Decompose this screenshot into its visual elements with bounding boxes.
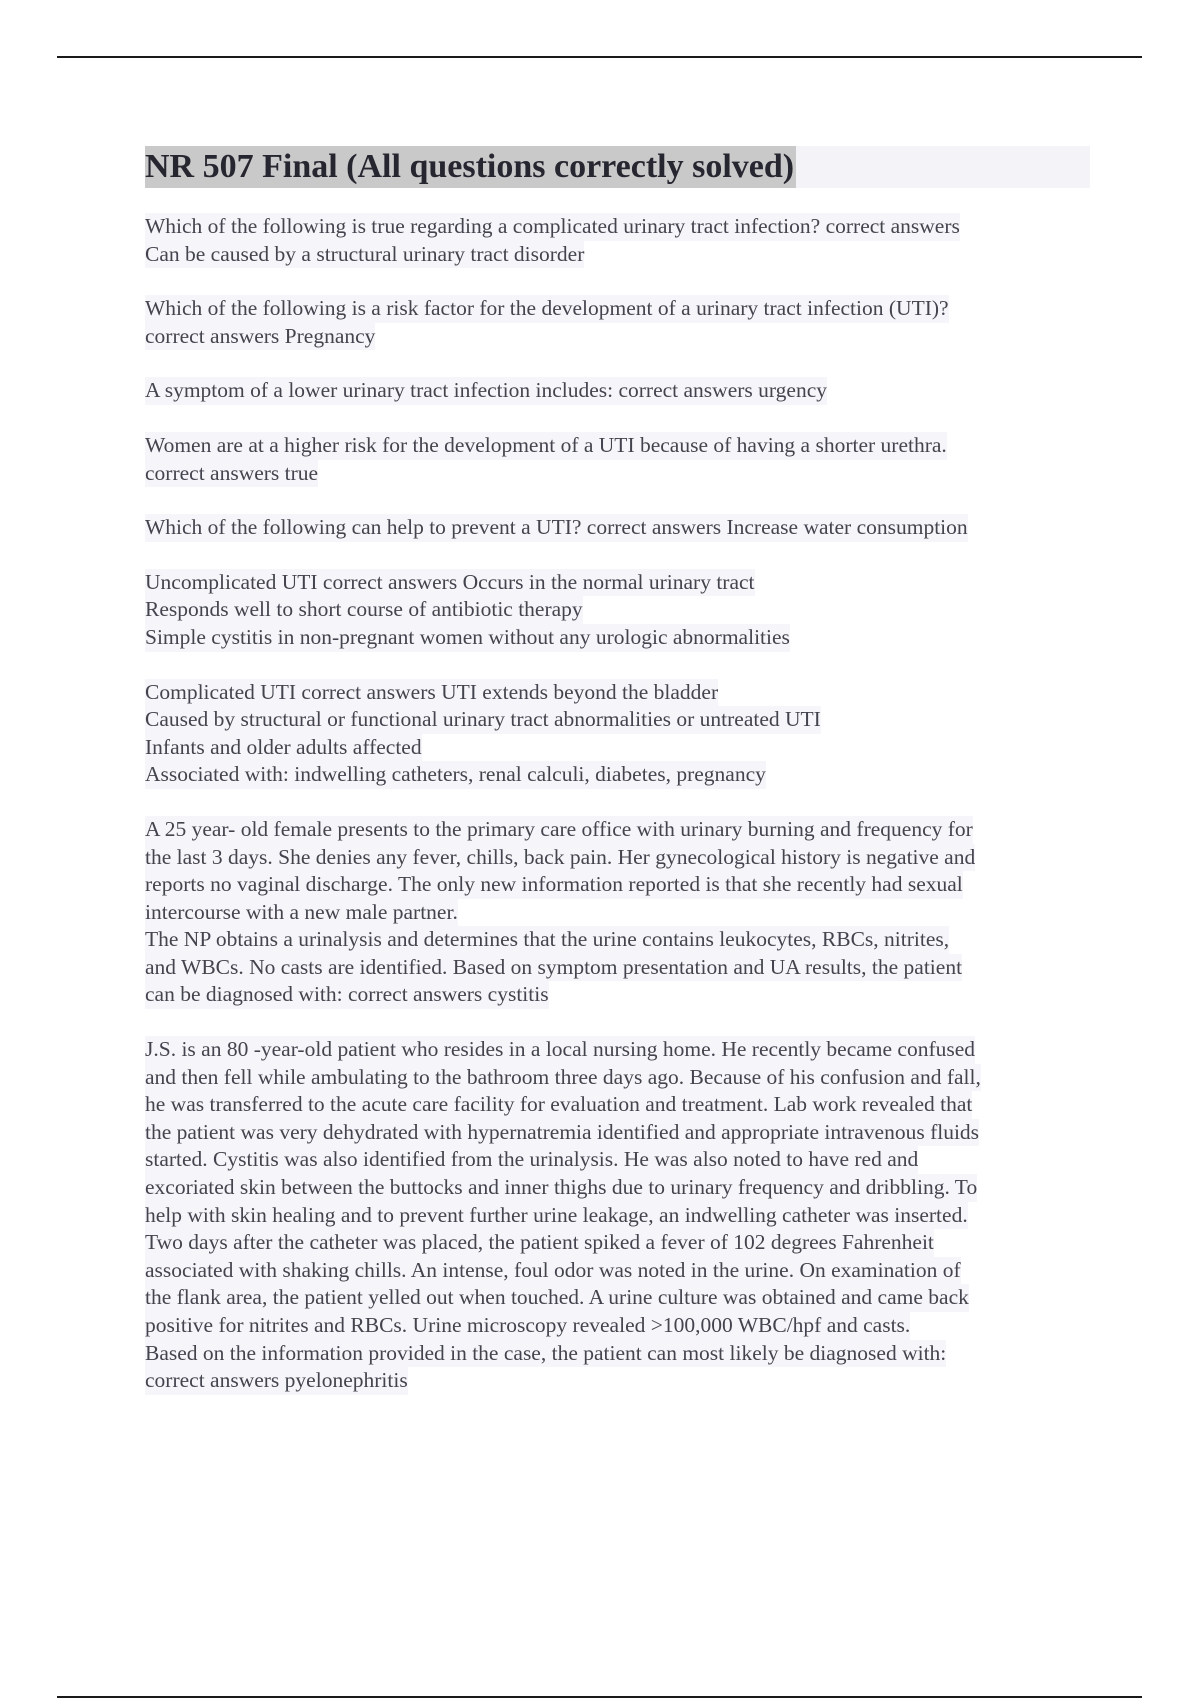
question-block: [145, 514, 1090, 542]
text-line: help with skin healing and to prevent further urine leakage, an indwelling catheter was inserted.: [145, 1202, 968, 1230]
question-block: [145, 1036, 1090, 1395]
text-line: Infants and older adults affected: [145, 734, 422, 762]
text-line: and WBCs. No casts are identified. Based on symptom presentation and UA results, the patient: [145, 954, 962, 982]
text-line: Caused by structural or functional urinary tract abnormalities or untreated UTI: [145, 706, 821, 734]
text-line: Which of the following is true regarding a complicated urinary tract infection? correct answers: [145, 213, 960, 241]
text-line: Which of the following can help to prevent a UTI? correct answers Increase water consumption: [145, 514, 968, 542]
text-line: started. Cystitis was also identified from the urinalysis. He was also noted to have red and: [145, 1146, 918, 1174]
question-block: [145, 569, 1090, 652]
text-line: Women are at a higher risk for the development of a UTI because of having a shorter urethra.: [145, 432, 947, 460]
question-block: [145, 432, 1090, 487]
text-line: excoriated skin between the buttocks and inner thighs due to urinary frequency and dribbling. To: [145, 1174, 977, 1202]
question-list: [145, 213, 1090, 1395]
text-line: the last 3 days. She denies any fever, chills, back pain. Her gynecological history is negative and: [145, 844, 975, 872]
question-block: [145, 377, 1090, 405]
text-line: correct answers pyelonephritis: [145, 1367, 408, 1395]
text-line: associated with shaking chills. An intense, foul odor was noted in the urine. On examination of: [145, 1257, 961, 1285]
question-block: [145, 679, 1090, 789]
text-line: J.S. is an 80 -year-old patient who resides in a local nursing home. He recently became confused: [145, 1036, 975, 1064]
text-line: Which of the following is a risk factor for the development of a urinary tract infection (UTI)?: [145, 295, 949, 323]
question-block: [145, 816, 1090, 1009]
text-line: Can be caused by a structural urinary tract disorder: [145, 241, 584, 269]
text-line: A 25 year- old female presents to the primary care office with urinary burning and frequency for: [145, 816, 973, 844]
page-title: NR 507 Final (All questions correctly solved): [145, 146, 796, 188]
text-line: Uncomplicated UTI correct answers Occurs in the normal urinary tract: [145, 569, 755, 597]
text-line: Based on the information provided in the case, the patient can most likely be diagnosed with:: [145, 1340, 946, 1368]
text-line: reports no vaginal discharge. The only new information reported is that she recently had sexual: [145, 871, 963, 899]
text-line: positive for nitrites and RBCs. Urine microscopy revealed >100,000 WBC/hpf and casts.: [145, 1312, 910, 1340]
text-line: correct answers true: [145, 460, 318, 488]
question-block: [145, 213, 1090, 268]
text-line: the flank area, the patient yelled out when touched. A urine culture was obtained and came back: [145, 1284, 969, 1312]
text-line: intercourse with a new male partner.: [145, 899, 458, 927]
text-line: Complicated UTI correct answers UTI extends beyond the bladder: [145, 679, 718, 707]
text-line: Associated with: indwelling catheters, renal calculi, diabetes, pregnancy: [145, 761, 766, 789]
text-line: can be diagnosed with: correct answers cystitis: [145, 981, 549, 1009]
page-top-rule: [57, 56, 1142, 58]
text-line: and then fell while ambulating to the bathroom three days ago. Because of his confusion and fall,: [145, 1064, 981, 1092]
text-line: A symptom of a lower urinary tract infection includes: correct answers urgency: [145, 377, 827, 405]
text-line: Two days after the catheter was placed, the patient spiked a fever of 102 degrees Fahrenheit: [145, 1229, 934, 1257]
document-body: [145, 146, 1090, 1422]
text-line: Responds well to short course of antibiotic therapy: [145, 596, 583, 624]
text-line: correct answers Pregnancy: [145, 323, 375, 351]
text-line: Simple cystitis in non-pregnant women without any urologic abnormalities: [145, 624, 790, 652]
title-band: [145, 146, 1090, 188]
text-line: The NP obtains a urinalysis and determines that the urine contains leukocytes, RBCs, nitrites,: [145, 926, 949, 954]
text-line: the patient was very dehydrated with hypernatremia identified and appropriate intravenous fluids: [145, 1119, 979, 1147]
page-bottom-rule: [57, 1696, 1142, 1698]
question-block: [145, 295, 1090, 350]
text-line: he was transferred to the acute care facility for evaluation and treatment. Lab work revealed that: [145, 1091, 972, 1119]
